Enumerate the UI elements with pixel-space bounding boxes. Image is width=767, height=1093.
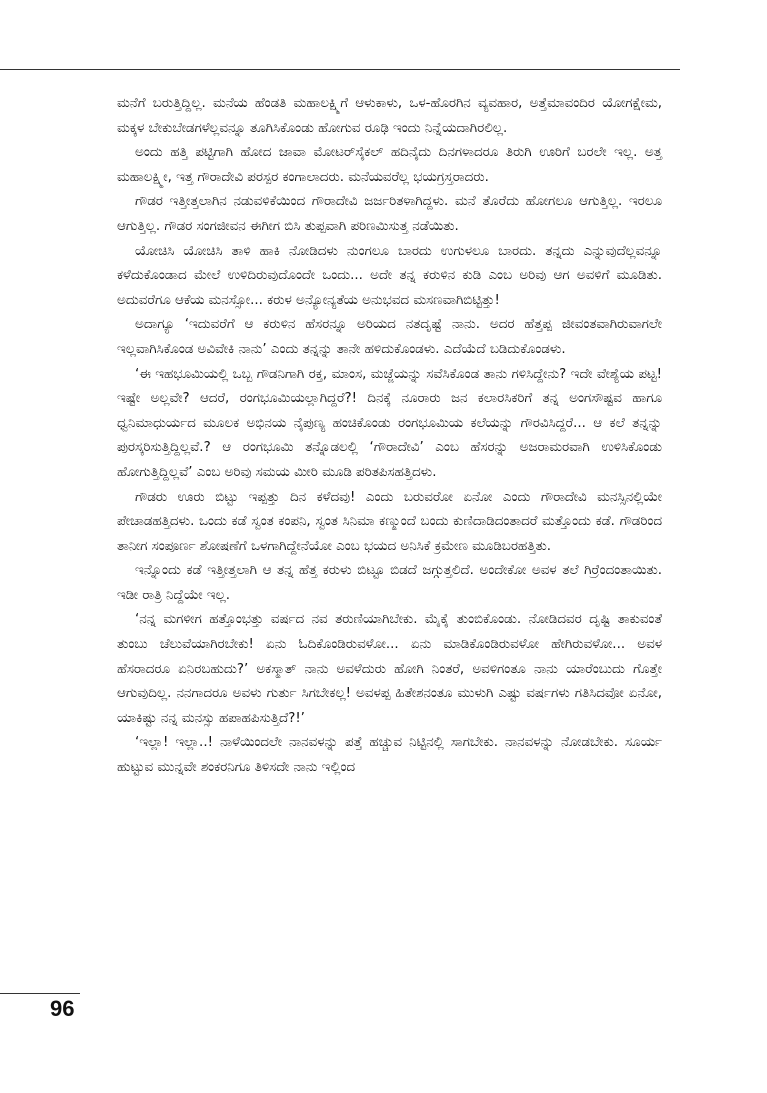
page-number: 96 xyxy=(50,996,75,1021)
paragraph: ಗೌಡರು ಊರು ಬಿಟ್ಟು ಇಪ್ಪತ್ತು ದಿನ ಕಳೆದವು! ಎಂದು ಬರುವರೋ ಏನೋ ಎಂದು ಗೌರಾದೇವಿ ಮನಸ್ಸಿನಲ್ಲಿಯೇ ಪೇಚಾಡಹತ್ತಿದಳು. ಒಂದು ಕಡೆ ಸ್ವಂತ ಕಂಪನಿ, ಸ್ವಂತ ಸಿನಿಮಾ ಕಣ್ಮುಂದೆ ಬಂದು ಕುಣಿದಾಡಿದಂತಾದರೆ ಮತ್ತೊಂದು ಕಡೆ. ಗೌಡರಿಂದ ತಾನೀಗ ಸಂಪೂರ್ಣ ಶೋಷಣೆಗೆ ಒಳಗಾಗಿದ್ದೇನೆಯೋ ಎಂಬ ಭಯದ ಅನಿಸಿಕೆ ಕ್ರಮೇಣ ಮೂಡಿಬರಹತ್ತಿತು. xyxy=(117,489,662,554)
paragraph: ಯೋಚಿಸಿ ಯೋಚಿಸಿ ತಾಳಿ ಹಾಕಿ ನೋಡಿದಳು ನುಂಗಲೂ ಬಾರದು ಉಗುಳಲೂ ಬಾರದು. ತನ್ನದು ಎನ್ನುವುದೆಲ್ಲವನ್ನೂ ಕಳೆದುಕೊಂಡಾದ ಮೇಲೆ ಉಳಿದಿರುವುದೊಂದೇ ಒಂದು... ಅದೇ ತನ್ನ ಕರುಳಿನ ಕುಡಿ ಎಂಬ ಅರಿವು ಆಗ ಅವಳಿಗೆ ಮೂಡಿತು. ಅದುವರೆಗೂ ಆಕೆಯ ಮನಸ್ಸೋ... ಕರುಳ ಅನ್ಯೋನ್ಯತೆಯ ಅನುಭವದ ಮಸಣವಾಗಿಬಿಟ್ಟಿತ್ತು! xyxy=(117,243,662,308)
paragraph: ಅಂದು ಹತ್ತಿ ಪಟ್ಟಿಗಾಗಿ ಹೋದ ಜಾವಾ ಮೋಟರ್‌ಸೈಕಲ್ ಹದಿನೈದು ದಿನಗಳಾದರೂ ತಿರುಗಿ ಊರಿಗೆ ಬರಲೇ ಇಲ್ಲ. ಅತ್ತ ಮಹಾಲಕ್ಷ್ಮೀ, ಇತ್ತ ಗೌರಾದೇವಿ ಪರಸ್ಪರ ಕಂಗಾಲಾದರು. ಮನೆಯವರೆಲ್ಲ ಭಯಗ್ರಸ್ತರಾದರು. xyxy=(117,145,662,185)
top-divider-line xyxy=(0,69,680,70)
paragraph: ‘ಈ ಇಹಭೂಮಿಯಲ್ಲಿ ಒಬ್ಬ ಗೌಡನಿಗಾಗಿ ರಕ್ತ, ಮಾಂಸ, ಮಜ್ಜೆಯನ್ನು ಸವೆಸಿಕೊಂಡ ತಾನು ಗಳಿಸಿದ್ದೇನು? ಇದೇ ವೇಶ್ಯೆಯ ಪಟ್ಟ! ಇಷ್ಟೇ ಅಲ್ಲವೇ? ಆದರೆ, ರಂಗಭೂಮಿಯಲ್ಲಾಗಿದ್ದರೆ?! ದಿನಕ್ಕೆ ನೂರಾರು ಜನ ಕಲಾರಸಿಕರಿಗೆ ತನ್ನ ಅಂಗಸೌಷ್ಟವ ಹಾಗೂ ಧ್ವನಿಮಾಧುರ್ಯದ ಮೂಲಕ ಅಭಿನಯ ನೈಪುಣ್ಯ ಹಂಚಿಕೊಂಡು ರಂಗಭೂಮಿಯ ಕಲೆಯನ್ನು ಗೌರವಿಸಿದ್ದರೆ... ಆ ಕಲೆ ತನ್ನನ್ನು ಪುರಸ್ಕರಿಸುತ್ತಿದ್ದಿಲ್ಲವೆ.? ಆ ರಂಗಭೂಮಿ ತನ್ನೊಡಲಲ್ಲಿ ‘ಗೌರಾದೇವಿ’ ಎಂಬ ಹೆಸರನ್ನು ಅಜರಾಮರವಾಗಿ ಉಳಿಸಿಕೊಂಡು ಹೋಗುತ್ತಿದ್ದಿಲ್ಲವೆ’ ಎಂಬ ಅರಿವು ಸಮಯ ಮೀರಿ ಮೂಡಿ ಪರಿತಪಿಸಹತ್ತಿದಳು. xyxy=(117,366,662,480)
paragraph: ಗೌಡರ ಇತ್ತೀತ್ತಲಾಗಿನ ನಡುವಳಿಕೆಯಿಂದ ಗೌರಾದೇವಿ ಜರ್ಜರಿತಳಾಗಿದ್ದಳು. ಮನೆ ತೊರೆದು ಹೋಗಲೂ ಆಗುತ್ತಿಲ್ಲ. ಇರಲೂ ಆಗುತ್ತಿಲ್ಲ. ಗೌಡರ ಸಂಗಜೀವನ ಈಗೀಗ ಬಿಸಿ ತುಪ್ಪವಾಗಿ ಪರಿಣಮಿಸುತ್ತ ನಡೆಯಿತು. xyxy=(117,194,662,234)
body-text xyxy=(117,92,662,781)
footer-divider-line xyxy=(0,993,80,994)
paragraph: ‘ಇಲ್ಲಾ! ಇಲ್ಲಾ..! ನಾಳೆಯಿಂದಲೇ ನಾನವಳನ್ನು ಪತ್ತೆ ಹಚ್ಚುವ ನಿಟ್ಟಿನಲ್ಲಿ ಸಾಗಬೇಕು. ನಾನವಳನ್ನು ನೋಡಬೇಕು. ಸೂರ್ಯ ಹುಟ್ಟುವ ಮುನ್ನವೇ ಶಂಕರನಿಗೂ ತಿಳಿಸದೇ ನಾನು ಇಲ್ಲಿಂದ xyxy=(117,735,662,776)
paragraph: ಇನ್ನೊಂದು ಕಡೆ ಇತ್ತೀತ್ತಲಾಗಿ ಆ ತನ್ನ ಹೆತ್ತ ಕರುಳು ಬಿಟ್ಟೂ ಬಿಡದೆ ಜಗ್ಗುತ್ತಲಿದೆ. ಅಂದೇಕೋ ಅವಳ ತಲೆ ಗಿರ್ರೆಂದಂತಾಯಿತು. ಇಡೀ ರಾತ್ರಿ ನಿದ್ದೆಯೇ ಇಲ್ಲ. xyxy=(117,563,662,603)
paragraph: ‘ನನ್ನ ಮಗಳೀಗ ಹತ್ತೊಂಭತ್ತು ವರ್ಷದ ನವ ತರುಣಿಯಾಗಿಬೇಕು. ಮೈಕೈ ತುಂಬಿಕೊಂಡು. ನೋಡಿದವರ ದೃಷ್ಟಿ ತಾಕುವಂತೆ ತುಂಬು ಚೆಲುವೆಯಾಗಿರಬೇಕು! ಏನು ಓದಿಕೊಂಡಿರುವಳೋ... ಏನು ಮಾಡಿಕೊಂಡಿರುವಳೋ ಹೇಗಿರುವಳೋ... ಅವಳ ಹೆಸರಾದರೂ ಏನಿರಬಹುದು?’ ಅಕಸ್ಮಾತ್ ನಾನು ಅವಳೆದುರು ಹೋಗಿ ನಿಂತರೆ, ಅವಳಿಗಂತೂ ನಾನು ಯಾರೆಂಬುದು ಗೊತ್ತೇ ಆಗುವುದಿಲ್ಲ. ನನಗಾದರೂ ಅವಳು ಗುರ್ತು ಸಿಗಬೇಕಲ್ಲ! ಅವಳಪ್ಪ ಹಿತೇಶನಂತೂ ಮುಳುಗಿ ಎಷ್ಟು ವರ್ಷಗಳು ಗತಿಸಿದವೋ ಏನೋ, ಯಾಕಿಷ್ಟು ನನ್ನ ಮನಸ್ಸು ಹಪಾಹಪಿಸುತ್ತಿದೆ?!’ xyxy=(117,612,662,726)
paragraph: ಮನೆಗೆ ಬರುತ್ತಿದ್ದಿಲ್ಲ. ಮನೆಯ ಹೆಂಡತಿ ಮಹಾಲಕ್ಷ್ಮಿಗೆ ಆಳುಕಾಳು, ಒಳ-ಹೊರಗಿನ ವ್ಯವಹಾರ, ಅತ್ತೆಮಾವಂದಿರ ಯೋಗಕ್ಷೇಮ, ಮಕ್ಕಳ ಬೇಕುಬೇಡಗಳೆಲ್ಲವನ್ನೂ ತೂಗಿಸಿಕೊಂಡು ಹೋಗುವ ರೂಢಿ ಇಂದು ನಿನ್ನೆಯದಾಗಿರಲಿಲ್ಲ. xyxy=(117,96,662,136)
paragraph: ಅದಾಗ್ಯೂ ‘ಇದುವರೆಗೆ ಆ ಕರುಳಿನ ಹೆಸರನ್ನೂ ಅರಿಯದ ನತದೃಷ್ಟೆ ನಾನು. ಅದರ ಹೆತ್ತಪ್ಪ ಜೀವಂತವಾಗಿರುವಾಗಲೇ ಇಲ್ಲವಾಗಿಸಿಕೊಂಡ ಅವಿವೇಕಿ ನಾನು’ ಎಂದು ತನ್ನನ್ನು ತಾನೇ ಹಳಿದುಕೊಂಡಳು. ಎದೆಯೆದೆ ಬಡಿದುಕೊಂಡಳು. xyxy=(117,317,662,357)
